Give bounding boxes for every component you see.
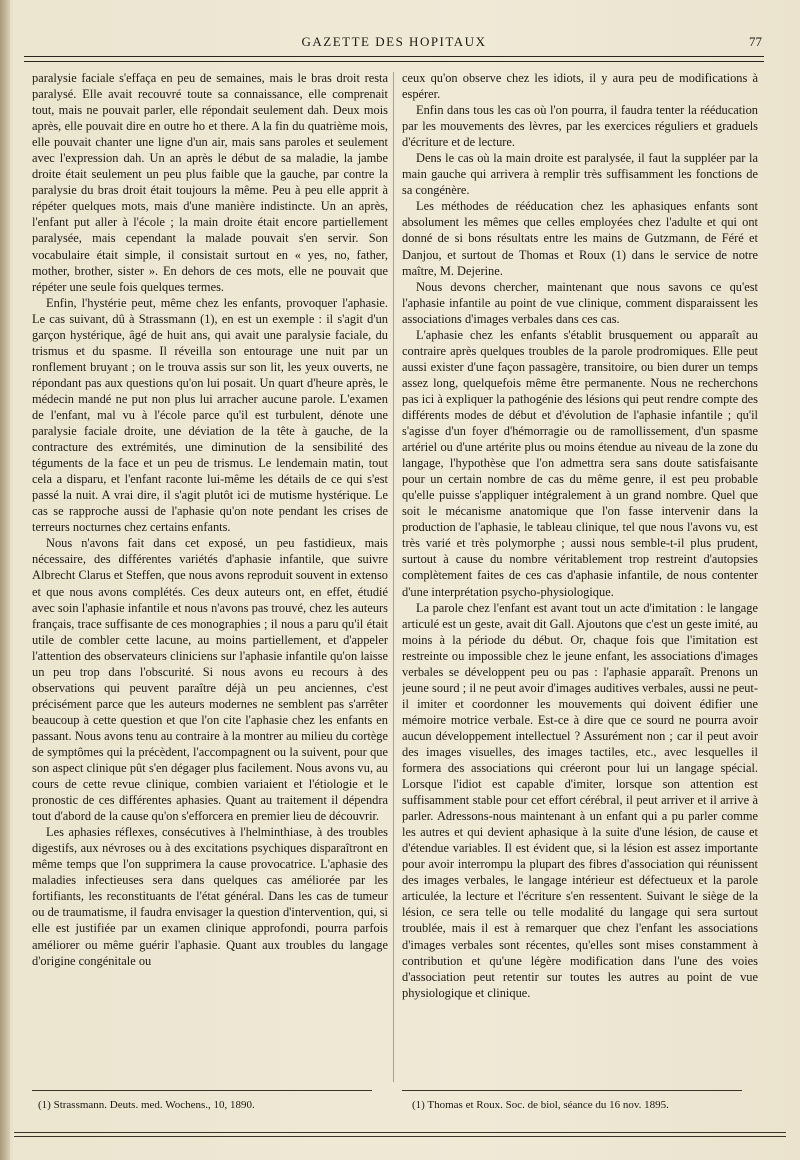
paragraph: Nous devons chercher, maintenant que nous savons ce qu'est l'aphasie infantile au point de vue clinique, comment disparaissent les associations d'images verbales dans ces cas. — [402, 279, 758, 326]
binding-edge — [0, 0, 10, 1160]
page-number: 77 — [749, 34, 762, 49]
column-divider — [393, 72, 394, 1082]
paragraph: paralysie faciale s'effaça en peu de semaines, mais le bras droit resta paralysé. Elle avait recouvré toute sa connaissance, elle comprenait tout, mais ne pouvait parler, elle répondait seulement dah. Deux mois après, elle pouvait dire en outre ho et there. A la fin du quatrième mois, elle pouvait chanter une ligne d'un air, mais sans paroles et seulement avec l'expression dah. Un an après le début de sa maladie, la jambe droite était seulement un peu plus faible que la gauche, par contre la paralysie du bras droit était toujours la même. Peu à peu elle apprit à répéter quelques mots, mais d'une manière indistincte. Un an après, l'enfant put aller à l'école ; la main droite était encore partiellement paralysée, mais cependant la malade pouvait s'en servir. Son vocabulaire était simple, il consistait surtout en « yes, no, father, mother, brother, sister ». En dehors de ces mots, elle ne pouvait que répéter une seule fois quelques termes. — [32, 71, 388, 294]
page-header — [26, 34, 762, 56]
paragraph: Les méthodes de rééducation chez les aphasiques enfants sont absolument les mêmes que celles employées chez l'adulte et qui ont donné de si bons résultats entre les mains de Gutzmann, de Féré et Danjou, et surtout de Thomas et Roux (1) dans le service de notre maître, M. Dejerine. — [402, 199, 758, 278]
paragraph: Enfin, l'hystérie peut, même chez les enfants, provoquer l'aphasie. Le cas suivant, dû à Strassmann (1), en est un exemple : il s'agit d'un garçon hystérique, âgé de huit ans, qui avait une paralysie faciale, du trismus et du spasme. Il réveilla son entourage une nuit par un ronflement bruyant ; on le trouva assis sur son lit, les yeux ouverts, ne répondant pas aux questions qu'on lui posait. Un quart d'heure après, le médecin mandé ne put non plus lui arracher aucune parole. L'examen de l'enfant, mal vu à l'école parce qu'il est turbulent, dénote une paralysie faciale droite, une déviation de la tête à gauche, de la contracture des extrémités, une diminution de la sensibilité des téguments de la face et un peu de trismus. Le lendemain matin, tout cela a disparu, et l'enfant raconte lui-même les détails de ce qui s'est passé la nuit. A vrai dire, il s'agit plutôt ici de mutisme hystérique. Le cas se rapproche aussi de l'aphasie qu'on note pendant les crises de terreurs nocturnes chez certains enfants. — [32, 295, 388, 535]
paragraph: Nous n'avons fait dans cet exposé, un peu fastidieux, mais nécessaire, des différentes variétés d'aphasie infantile, que suivre Albrecht Clarus et Steffen, que nous avons reproduit souvent in extenso et que nous avons complétés. Ces deux auteurs ont, en effet, étudié avec soin l'aphasie infantile et nous n'avons pas trouvé, chez les auteurs français, trace suffisante de ces monographies ; il nous a paru qu'il était utile de combler cette lacune, au moins partiellement, et d'appeler l'attention des observateurs cliniciens sur l'aphasie infantile qu'on laisse un peu trop dans l'obscurité. Si nous avons eu recours à des observations qui peuvent paraître déjà un peu anciennes, c'est précisément parce que les auteurs modernes ne semblent pas s'arrêter beaucoup à cette question et que l'on cite l'aphasie chez les enfants en passant. Nous avons tenu au contraire à la montrer au milieu du cortège de symptômes qui la précèdent, l'accompagnent ou la suivent, pour que son aspect clinique pût s'en dégager plus facilement. Nous avons vu, au cours de cette revue clinique, combien variaient et l'étiologie et le pronostic de ces différentes aphasies. Quant au traitement il dépendra tout d'abord de la cause qu'on s'efforcera en premier lieu de découvrir. — [32, 536, 388, 824]
footer-rule — [14, 1132, 786, 1137]
right-column — [402, 70, 758, 1080]
paragraph: L'aphasie chez les enfants s'établit brusquement ou apparaît au contraire après quelques troubles de la parole prodromiques. Elle peut aussi exister d'une façon passagère, transitoire, ou bien durer un temps assez long, quelquefois même être permanente. Nous ne recherchons pas ici à expliquer la pathogénie des lésions qui peut rendre compte des différents modes de début et d'évolution de l'aphasie infantile ; qu'il s'agisse d'un foyer d'hémorragie ou de ramollissement, d'un spasme artériel ou d'une artérite plus ou moins étendue au niveau de la zone du langage, l'hypothèse que l'on admettra sera sans doute satisfaisante pour un certain nombre de cas du même genre, il est peu probable qu'elle puisse s'appliquer intégralement à un grand nombre. Quel que soit le mécanisme anatomique que l'on fasse intervenir dans la production de l'aphasie, le tableau clinique, tel que nous l'avons vu, est très varié et très polymorphe ; aussi nous semble-t-il plus prudent, surtout à cause du nombre véritablement trop restreint d'autopsies complètement faites de ces cas d'aphasie infantile, de nous contenter d'une interprétation psycho-physiologique. — [402, 327, 758, 599]
footnote-right: (1) Thomas et Roux. Soc. de biol, séance du 16 nov. 1895. — [412, 1099, 669, 1111]
paragraph: Dens le cas où la main droite est paralysée, il faut la suppléer par la main gauche qui arrivera à remplir très suffisamment les fonctions de sa congénère. — [402, 151, 758, 198]
footnote-rule — [402, 1090, 742, 1091]
paragraph: La parole chez l'enfant est avant tout un acte d'imitation : le langage articulé est un geste, avait dit Gall. Ajoutons que c'est un geste imité, au moins à la période du début. Or, chaque fois que l'imitation est restreinte ou impossible chez le jeune enfant, les associations d'images verbales se développent peu ou pas : l'aphasie apparaît. Prenons un jeune sourd ; il ne peut avoir d'images auditives verbales, aussi ne peut-il imiter et coordonner les mouvements qui doivent édifier une mémoire motrice verbale. Est-ce à dire que ce sourd ne pourra avoir aucun développement intellectuel ? Assurément non ; car il peut avoir des images visuelles, des images tactiles, etc., avec lesquelles il formera des associations qui créeront pour lui un langage spécial. Lorsque l'idiot est capable d'imiter, lorsque son attention est suffisamment stable pour cet effort cérébral, il peut arriver et il arrive à parler. Adressons-nous maintenant à un enfant qui a pu parler comme les autres et qui devient aphasique à la suite d'une lésion, de cause et d'étendue variables. Il est évident que, si la lésion est assez importante pour avoir interrompu la plupart des fibres d'association qui réunissent des images verbales, le langage intérieur est défectueux et la parole articulée, la lecture et l'écriture s'en ressentent. Suivant le siège de la lésion, ce sera telle ou telle modalité du langage qui sera surtout troublée, mais il est à remarquer que chez l'enfant les associations d'images verbales sont récentes, qu'elles sont mises constamment à contribution et qu'une légère modification dans l'une des voies d'association peut retentir sur toutes les autres au point de vue physiologique et clinique. — [402, 600, 758, 1000]
running-title: GAZETTE DES HOPITAUX — [301, 34, 487, 49]
left-column — [32, 70, 388, 1080]
paragraph: Enfin dans tous les cas où l'on pourra, il faudra tenter la rééducation par les mouvements des lèvres, par les exercices réguliers et graduels d'écriture et de lecture. — [402, 103, 758, 150]
paragraph: ceux qu'on observe chez les idiots, il y aura peu de modifications à espérer. — [402, 71, 758, 102]
paragraph: Les aphasies réflexes, consécutives à l'helminthiase, à des troubles digestifs, aux névroses ou à des excitations psychiques disparaîtront en même temps que l'on supprimera la cause provocatrice. L'aphasie des maladies infectieuses sera dans quelques cas améliorée par les fortifiants, les reconstituants de l'état général. Dans les cas de tumeur ou de traumatisme, il faudra envisager la question d'intervention, qui, si elle est justifiée par un examen clinique approfondi, pourra parfois améliorer ou même guérir l'aphasie. Quant aux troubles du langage d'origine congénitale ou — [32, 825, 388, 968]
header-rule — [24, 56, 764, 62]
footnote-left: (1) Strassmann. Deuts. med. Wochens., 10, 1890. — [38, 1099, 255, 1111]
footnote-rule — [32, 1090, 372, 1091]
